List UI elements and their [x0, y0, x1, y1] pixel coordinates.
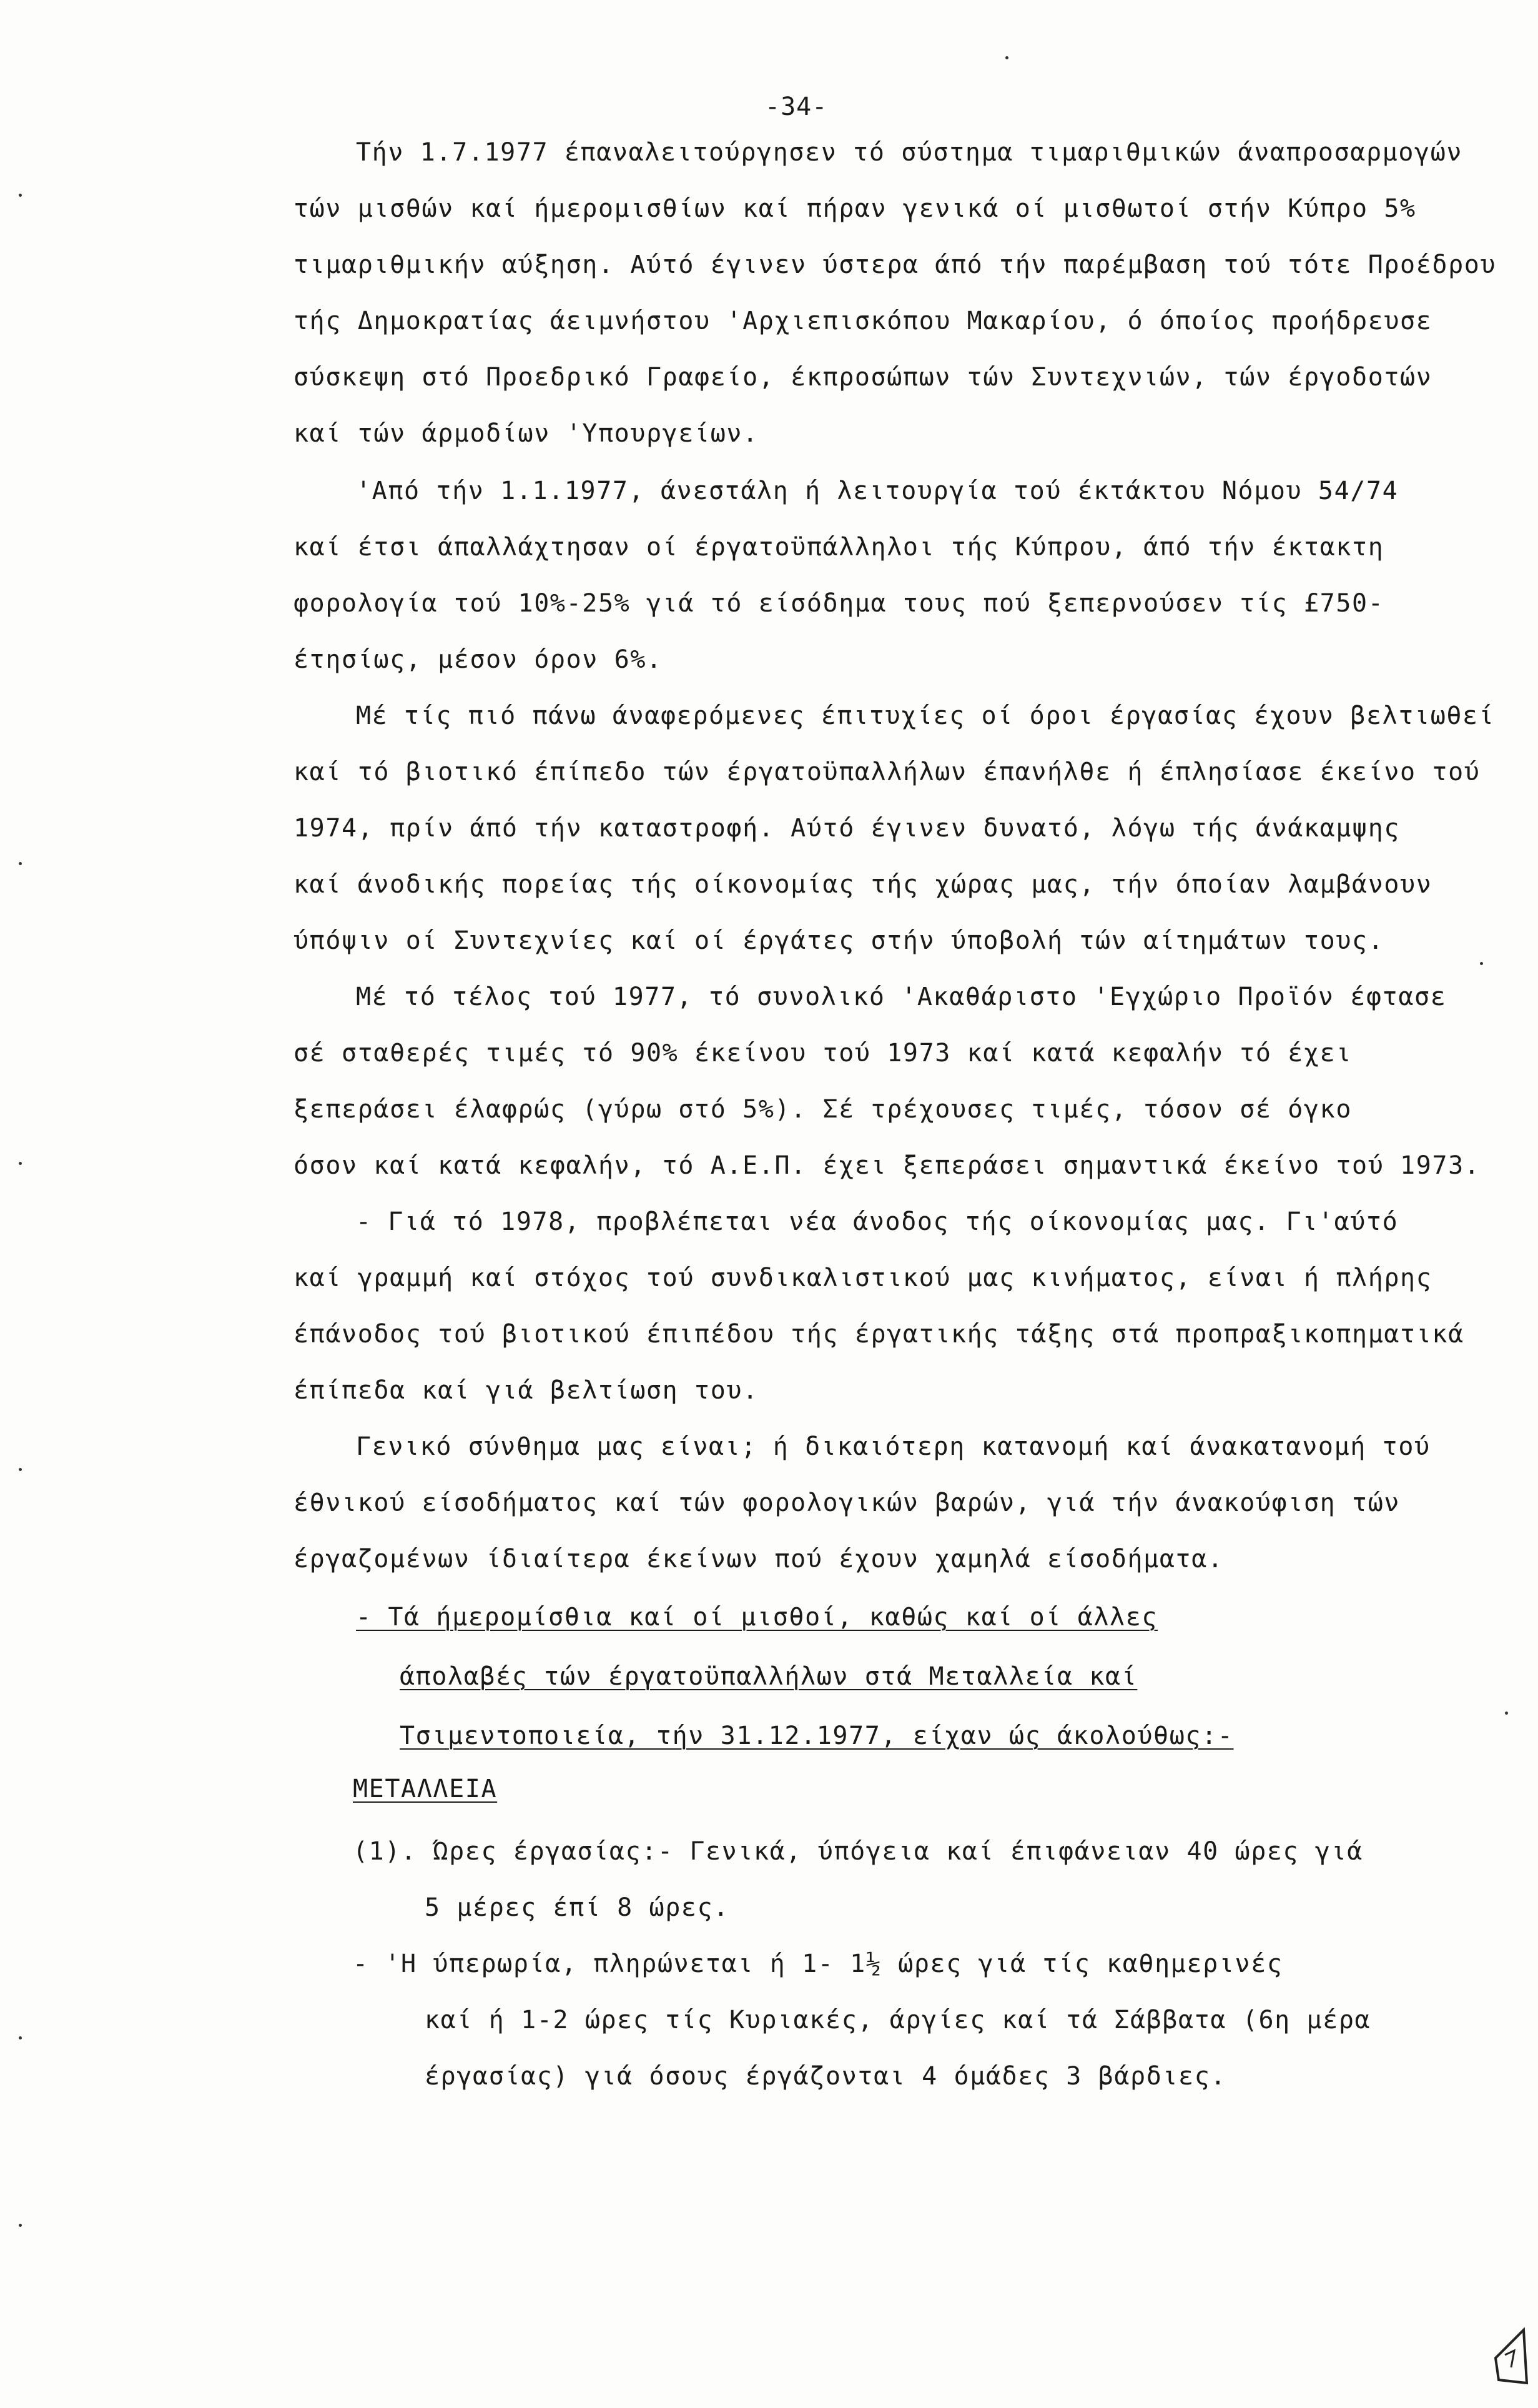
section-heading-line: Τσιμεντοποιεία, τήν 31.12.1977, είχαν ώς άκολούθως:-	[400, 1722, 1234, 1750]
text-line: έργασίας) γιά όσους έργάζονται 4 όμάδες 3 βάρδιες.	[425, 2062, 1227, 2091]
text-line: 5 μέρες έπί 8 ώρες.	[425, 1893, 729, 1922]
scan-speck	[19, 862, 22, 865]
text-line: έπίπεδα καί γιά βελτίωση του.	[293, 1376, 759, 1405]
text-line: έτησίως, μέσον όρον 6%.	[293, 645, 663, 674]
text-line: ύπόψιν οί Συντεχνίες καί οί έργάτες στήν ύποβολή τών αίτημάτων τους.	[293, 926, 1384, 955]
text-line: καί έτσι άπαλλάχτησαν οί έργατοϋπάλληλοι τής Κύπρου, άπό τήν έκτακτη	[293, 533, 1384, 562]
scan-speck	[1480, 962, 1483, 965]
text-line: σύσκεψη στό Προεδρικό Γραφείο, έκπροσώπων τών Συντεχνιών, τών έργοδοτών	[293, 363, 1432, 392]
text-line: Γενικό σύνθημα μας είναι; ή δικαιότερη κατανομή καί άνακατανομή τού	[356, 1432, 1431, 1461]
text-line: έθνικού είσοδήματος καί τών φορολογικών βαρών, γιά τήν άνακούφιση τών	[293, 1489, 1401, 1517]
text-line: καί τών άρμοδίων 'Υπουργείων.	[293, 419, 759, 448]
scan-speck	[19, 194, 22, 197]
text-line: Μέ τίς πιό πάνω άναφερόμενες έπιτυχίες οί όροι έργασίας έχουν βελτιωθεί	[356, 701, 1495, 730]
scan-speck	[19, 2036, 22, 2039]
text-line: καί ή 1-2 ώρες τίς Κυριακές, άργίες καί τά Σάββατα (6η μέρα	[425, 2006, 1371, 2034]
text-line: όσον καί κατά κεφαλήν, τό Α.Ε.Π. έχει ξεπεράσει σημαντικά έκείνο τού 1973.	[293, 1151, 1481, 1180]
page-number: -34-	[765, 92, 828, 121]
text-line: ξεπεράσει έλαφρώς (γύρω στό 5%). Σέ τρέχουσες τιμές, τόσον σέ όγκο	[293, 1095, 1353, 1124]
subsection-heading-text: ΜΕΤΑΛΛΕΙΑ	[353, 1775, 498, 1803]
text-line: φορολογία τού 10%-25% γιά τό είσόδημα τους πού ξεπερνούσεν τίς £750-	[293, 589, 1384, 618]
text-line: (1). Ώρες έργασίας:- Γενικά, ύπόγεια καί έπιφάνειαν 40 ώρες γιά	[353, 1837, 1363, 1866]
text-line: 1974, πρίν άπό τήν καταστροφή. Αύτό έγινεν δυνατό, λόγω τής άνάκαμψης	[293, 814, 1401, 843]
text-line: - 'Η ύπερωρία, πληρώνεται ή 1- 1½ ώρες γιά τίς καθημερινές	[353, 1950, 1283, 1978]
text-line: καί άνοδικής πορείας τής οίκονομίας τής χώρας μας, τήν όποίαν λαμβάνουν	[293, 870, 1432, 899]
text-line: - Γιά τό 1978, προβλέπεται νέα άνοδος τής οίκονομίας μας. Γι'αύτό	[356, 1207, 1399, 1236]
text-line: 'Από τήν 1.1.1977, άνεστάλη ή λειτουργία τού έκτάκτου Νόμου 54/74	[356, 477, 1399, 505]
text-line: τής Δημοκρατίας άειμνήστου 'Αρχιεπισκόπου Μακαρίου, ό όποίος προήδρευσε	[293, 307, 1432, 335]
subsection-heading	[353, 1774, 497, 1804]
text-line: καί τό βιοτικό έπίπεδο τών έργατοϋπαλλήλων έπανήλθε ή έπλησίασε έκείνο τού	[293, 758, 1481, 786]
scan-speck	[19, 1468, 22, 1471]
text-line: Μέ τό τέλος τού 1977, τό συνολικό 'Ακαθάριστο 'Εγχώριο Προϊόν έφτασε	[356, 983, 1447, 1011]
text-line: καί γραμμή καί στόχος τού συνδικαλιστικού μας κινήματος, είναι ή πλήρης	[293, 1264, 1432, 1292]
scan-speck	[19, 1162, 22, 1165]
text-line: σέ σταθερές τιμές τό 90% έκείνου τού 1973 καί κατά κεφαλήν τό έχει	[293, 1039, 1353, 1068]
text-line: τών μισθών καί ήμερομισθίων καί πήραν γενικά οί μισθωτοί στήν Κύπρο 5%	[293, 194, 1416, 223]
section-heading-line: - Τά ήμερομίσθια καί οί μισθοί, καθώς καί οί άλλες	[356, 1603, 1158, 1632]
scan-speck	[19, 2224, 22, 2227]
text-line: έργαζομένων ίδιαίτερα έκείνων πού έχουν χαμηλά είσοδήματα.	[293, 1545, 1224, 1573]
scan-speck	[1005, 56, 1008, 59]
corner-mark-icon	[1489, 2321, 1533, 2389]
scan-speck	[1505, 1712, 1508, 1715]
text-line: τιμαριθμικήν αύξηση. Αύτό έγινεν ύστερα άπό τήν παρέμβαση τού τότε Προέδρου	[293, 250, 1497, 279]
text-line: έπάνοδος τού βιοτικού έπιπέδου τής έργατικής τάξης στά προπραξικοπηματικά	[293, 1320, 1464, 1349]
section-heading-line: άπολαβές τών έργατοϋπαλλήλων στά Μεταλλεία καί	[400, 1662, 1138, 1691]
text-line: Τήν 1.7.1977 έπαναλειτούργησεν τό σύστημα τιμαριθμικών άναπροσαρμογών	[356, 138, 1463, 167]
